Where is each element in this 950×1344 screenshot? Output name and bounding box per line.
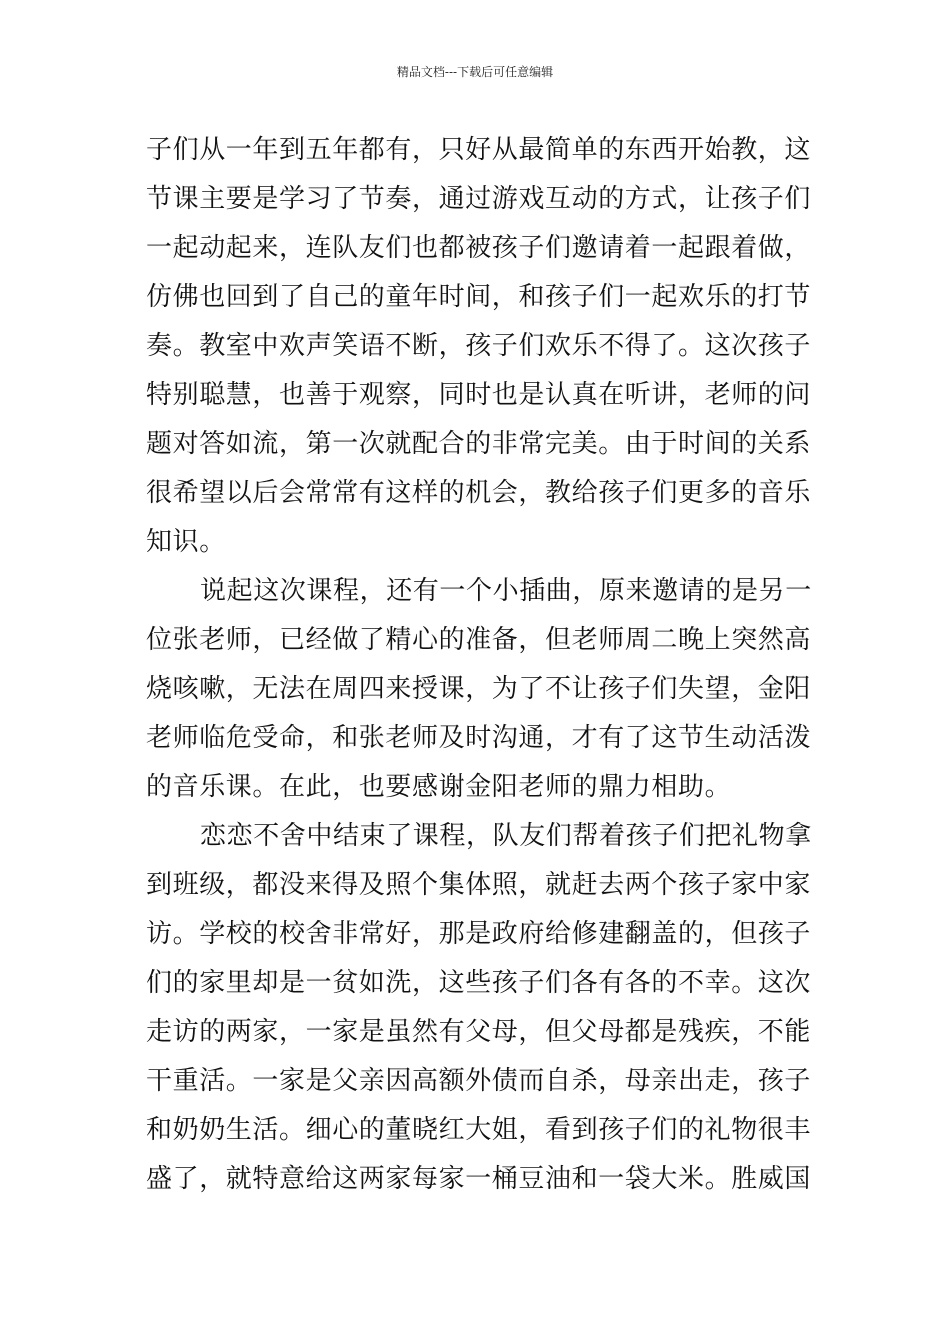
text-line: 题对答如流，第一次就配合的非常完美。由于时间的关系 (146, 429, 812, 459)
paragraph-1 (146, 126, 816, 567)
paragraph-3 (146, 812, 816, 1204)
document-body (146, 126, 816, 1204)
text-line: 的音乐课。在此，也要感谢金阳老师的鼎力相助。 (146, 772, 732, 802)
paragraph-2 (146, 567, 816, 812)
text-line: 盛了，就特意给这两家每家一桶豆油和一袋大米。胜威国 (146, 1164, 812, 1194)
text-line: 节课主要是学习了节奏，通过游戏互动的方式，让孩子们 (146, 184, 812, 214)
text-line: 烧咳嗽，无法在周四来授课，为了不让孩子们失望，金阳 (146, 674, 812, 704)
text-line: 知识。 (146, 527, 226, 557)
text-line: 和奶奶生活。细心的董晓红大姐，看到孩子们的礼物很丰 (146, 1115, 812, 1145)
page-header: 精品文档---下载后可任意编辑 (396, 65, 554, 79)
text-line: 走访的两家，一家是虽然有父母，但父母都是残疾，不能 (146, 1017, 812, 1047)
text-line: 一起动起来，连队友们也都被孩子们邀请着一起跟着做， (146, 233, 812, 263)
text-line: 说起这次课程，还有一个小插曲，原来邀请的是另一 (200, 576, 812, 606)
text-line: 位张老师，已经做了精心的准备，但老师周二晚上突然高 (146, 625, 812, 655)
text-line: 访。学校的校舍非常好，那是政府给修建翻盖的，但孩子 (146, 919, 812, 949)
text-line: 到班级，都没来得及照个集体照，就赶去两个孩子家中家 (146, 870, 812, 900)
text-line: 奏。教室中欢声笑语不断，孩子们欢乐不得了。这次孩子 (146, 331, 812, 361)
text-line: 仿佛也回到了自己的童年时间，和孩子们一起欢乐的打节 (146, 282, 812, 312)
text-line: 恋恋不舍中结束了课程，队友们帮着孩子们把礼物拿 (200, 821, 812, 851)
text-line: 干重活。一家是父亲因高额外债而自杀，母亲出走，孩子 (146, 1066, 812, 1096)
text-line: 老师临危受命，和张老师及时沟通，才有了这节生动活泼 (146, 723, 812, 753)
text-line: 们的家里却是一贫如洗，这些孩子们各有各的不幸。这次 (146, 968, 812, 998)
text-line: 很希望以后会常常有这样的机会，教给孩子们更多的音乐 (146, 478, 812, 508)
text-line: 特别聪慧，也善于观察，同时也是认真在听讲，老师的问 (146, 380, 812, 410)
text-line: 子们从一年到五年都有，只好从最简单的东西开始教，这 (146, 135, 812, 165)
